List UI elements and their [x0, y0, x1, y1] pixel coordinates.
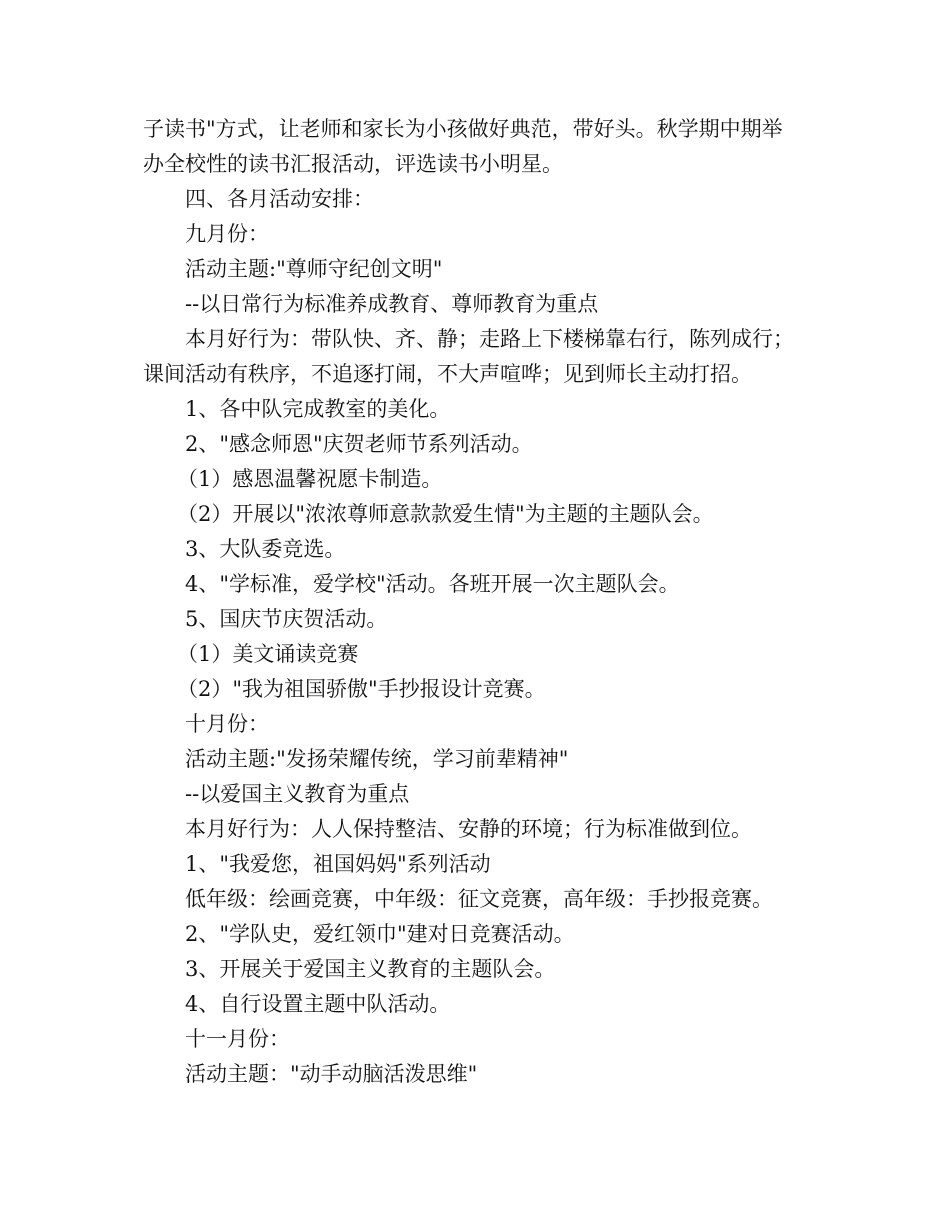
list-item: 1、"我爱您，祖国妈妈"系列活动 — [185, 852, 491, 876]
list-item: 4、自行设置主题中队活动。 — [185, 992, 451, 1016]
list-item: 3、大队委竞选。 — [185, 537, 346, 561]
list-item: 2、"学队史，爱红领巾"建对日竞赛活动。 — [185, 922, 575, 946]
text-line: 办全校性的读书汇报活动，评选读书小明星。 — [143, 152, 563, 176]
activity-theme: 活动主题:"尊师守纪创文明" — [185, 257, 443, 281]
theme-focus: --以日常行为标准养成教育、尊师教育为重点 — [185, 292, 599, 316]
sub-list-item: （2）开展以"浓浓尊师意款款爱生情"为主题的主题队会。 — [177, 502, 714, 526]
activity-theme: 活动主题："动手动脑活泼思维" — [185, 1062, 478, 1086]
month-heading: 十一月份： — [185, 1027, 290, 1051]
month-heading: 十月份： — [185, 712, 269, 736]
text-line: 子读书"方式，让老师和家长为小孩做好典范，带好头。秋学期中期举 — [143, 117, 783, 141]
list-item: 4、"学标准，爱学校"活动。各班开展一次主题队会。 — [185, 572, 680, 596]
activity-theme: 活动主题:"发扬荣耀传统，学习前辈精神" — [185, 747, 569, 771]
text-line: 课间活动有秩序，不追逐打闹，不大声喧哗；见到师长主动打招。 — [143, 362, 752, 386]
theme-focus: --以爱国主义教育为重点 — [185, 782, 410, 806]
text-line: 低年级：绘画竞赛，中年级：征文竞赛，高年级：手抄报竞赛。 — [185, 887, 773, 911]
sub-list-item: （1）感恩温馨祝愿卡制造。 — [177, 467, 443, 491]
list-item: 1、各中队完成教室的美化。 — [185, 397, 451, 421]
list-item: 3、开展关于爱国主义教育的主题队会。 — [185, 957, 556, 981]
sub-list-item: （2）"我为祖国骄傲"手抄报设计竞赛。 — [177, 677, 546, 701]
document-body — [143, 112, 823, 1092]
list-item: 2、"感念师恩"庆贺老师节系列活动。 — [185, 432, 533, 456]
sub-list-item: （1）美文诵读竞赛 — [177, 642, 359, 666]
section-heading: 四、各月活动安排： — [185, 187, 374, 211]
month-heading: 九月份： — [185, 222, 269, 246]
good-behavior: 本月好行为：人人保持整洁、安静的环境；行为标准做到位。 — [185, 817, 752, 841]
list-item: 5、国庆节庆贺活动。 — [185, 607, 388, 631]
good-behavior: 本月好行为：带队快、齐、静；走路上下楼梯靠右行，陈列成行； — [185, 327, 794, 351]
